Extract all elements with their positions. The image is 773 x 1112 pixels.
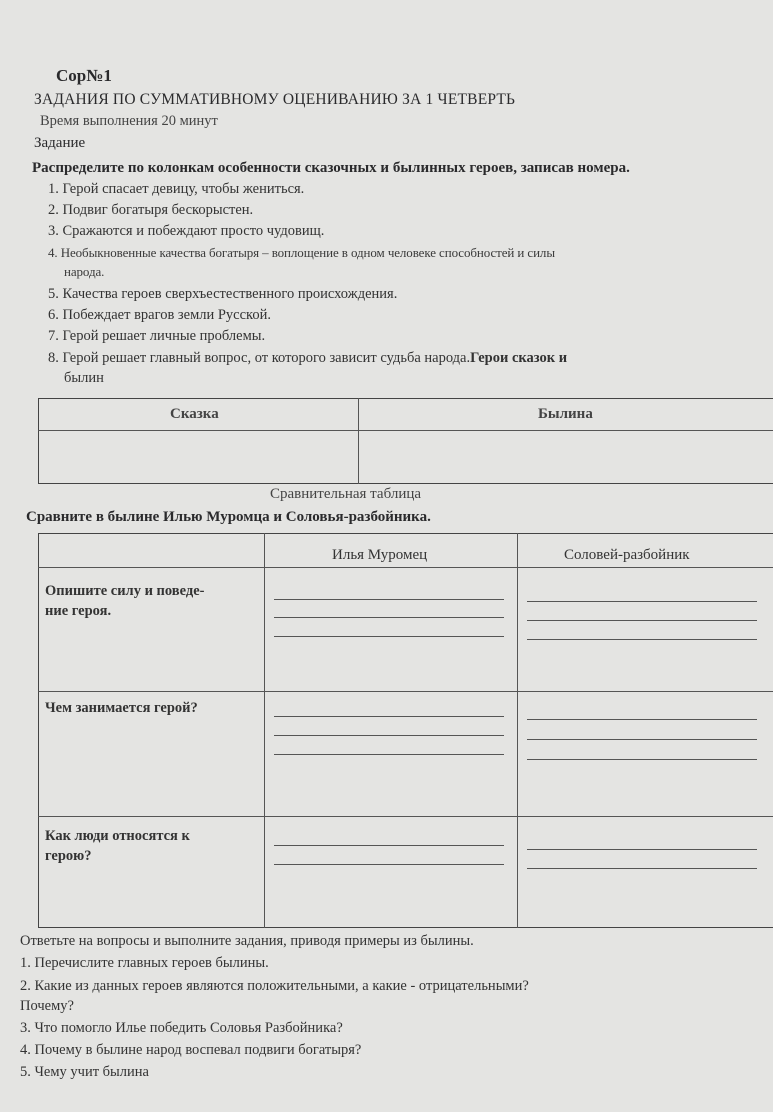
column-header-bylina: Былина — [538, 406, 593, 422]
answer-line[interactable] — [274, 599, 504, 600]
answer-line[interactable] — [527, 849, 757, 850]
row-label-occupation: Чем занимается герой? — [45, 700, 198, 716]
row-label-line: герою? — [45, 848, 92, 864]
task1-item-8 — [48, 350, 567, 367]
table-caption: Сравнительная таблица — [270, 486, 422, 502]
answer-line[interactable] — [527, 739, 757, 740]
question-4: 4. Почему в былине народ воспевал подвиги богатыря? — [20, 1042, 362, 1058]
column-header-ilya: Илья Муромец — [332, 547, 428, 563]
task1-item-4: 4. Необыкновенные качества богатыря – воплощение в одном человеке способностей и силы — [48, 245, 555, 260]
answer-line[interactable] — [274, 735, 504, 736]
heroes-title: Герои сказок и — [470, 350, 568, 366]
question-5: 5. Чему учит былина — [20, 1064, 149, 1080]
answer-line[interactable] — [527, 601, 757, 602]
task1-item-3: 3. Сражаются и побеждают просто чудовищ. — [48, 223, 325, 239]
table-divider — [358, 398, 359, 484]
answer-line[interactable] — [274, 845, 504, 846]
question-2-cont: Почему? — [20, 998, 74, 1014]
comparison-table — [38, 398, 773, 484]
table-divider — [38, 691, 773, 692]
task2-instruction: Сравните в былине Илью Муромца и Соловья-разбойника. — [26, 509, 431, 525]
answer-line[interactable] — [274, 754, 504, 755]
row-label-line: Как люди относятся к — [45, 828, 190, 844]
table-divider — [517, 533, 518, 928]
table-divider — [38, 567, 773, 568]
table-divider — [264, 533, 265, 928]
heroes-comparison-table — [38, 533, 773, 928]
answer-line[interactable] — [274, 716, 504, 717]
task1-item-8-text: 8. Герой решает главный вопрос, от которого зависит судьба народа. — [48, 350, 471, 366]
row-label-attitude — [45, 826, 190, 866]
answer-line[interactable] — [527, 759, 757, 760]
task1-item-4-cont: народа. — [64, 264, 105, 279]
task-label: Задание — [34, 135, 86, 151]
answer-line[interactable] — [274, 617, 504, 618]
worksheet-title: Сор№1 — [56, 66, 112, 85]
task1-item-1: 1. Герой спасает девицу, чтобы жениться. — [48, 181, 305, 197]
table-frame — [38, 398, 773, 484]
column-header-solovey: Соловей-разбойник — [564, 547, 690, 563]
answer-line[interactable] — [527, 868, 757, 869]
worksheet-subtitle: ЗАДАНИЯ ПО СУММАТИВНОМУ ОЦЕНИВАНИЮ ЗА 1 ЧЕТВЕРТЬ — [34, 91, 516, 108]
task1-item-7: 7. Герой решает личные проблемы. — [48, 328, 266, 344]
answer-line[interactable] — [274, 864, 504, 865]
answer-line[interactable] — [527, 639, 757, 640]
answer-line[interactable] — [527, 719, 757, 720]
row-label-line: ние героя. — [45, 603, 112, 619]
column-header-skazka: Сказка — [170, 406, 219, 422]
table-divider — [38, 816, 773, 817]
task1-item-6: 6. Побеждает врагов земли Русской. — [48, 307, 272, 323]
question-3: 3. Что помогло Илье победить Соловья Разбойника? — [20, 1020, 343, 1036]
heroes-title-cont: былин — [64, 370, 104, 386]
table-divider — [38, 430, 773, 431]
row-label-line: Опишите силу и поведе- — [45, 583, 205, 599]
question-2: 2. Какие из данных героев являются положительными, а какие - отрицательными? — [20, 978, 529, 994]
time-limit: Время выполнения 20 минут — [40, 113, 218, 129]
answer-line[interactable] — [527, 620, 757, 621]
task3-instruction: Ответьте на вопросы и выполните задания, приводя примеры из былины. — [20, 933, 474, 949]
question-1: 1. Перечислите главных героев былины. — [20, 955, 269, 971]
task1-item-2: 2. Подвиг богатыря бескорыстен. — [48, 202, 254, 218]
task1-item-5: 5. Качества героев сверхъестественного происхождения. — [48, 286, 398, 302]
task1-instruction: Распределите по колонкам особенности сказочных и былинных героев, записав номера. — [32, 160, 630, 176]
row-label-strength — [45, 581, 204, 621]
answer-line[interactable] — [274, 636, 504, 637]
